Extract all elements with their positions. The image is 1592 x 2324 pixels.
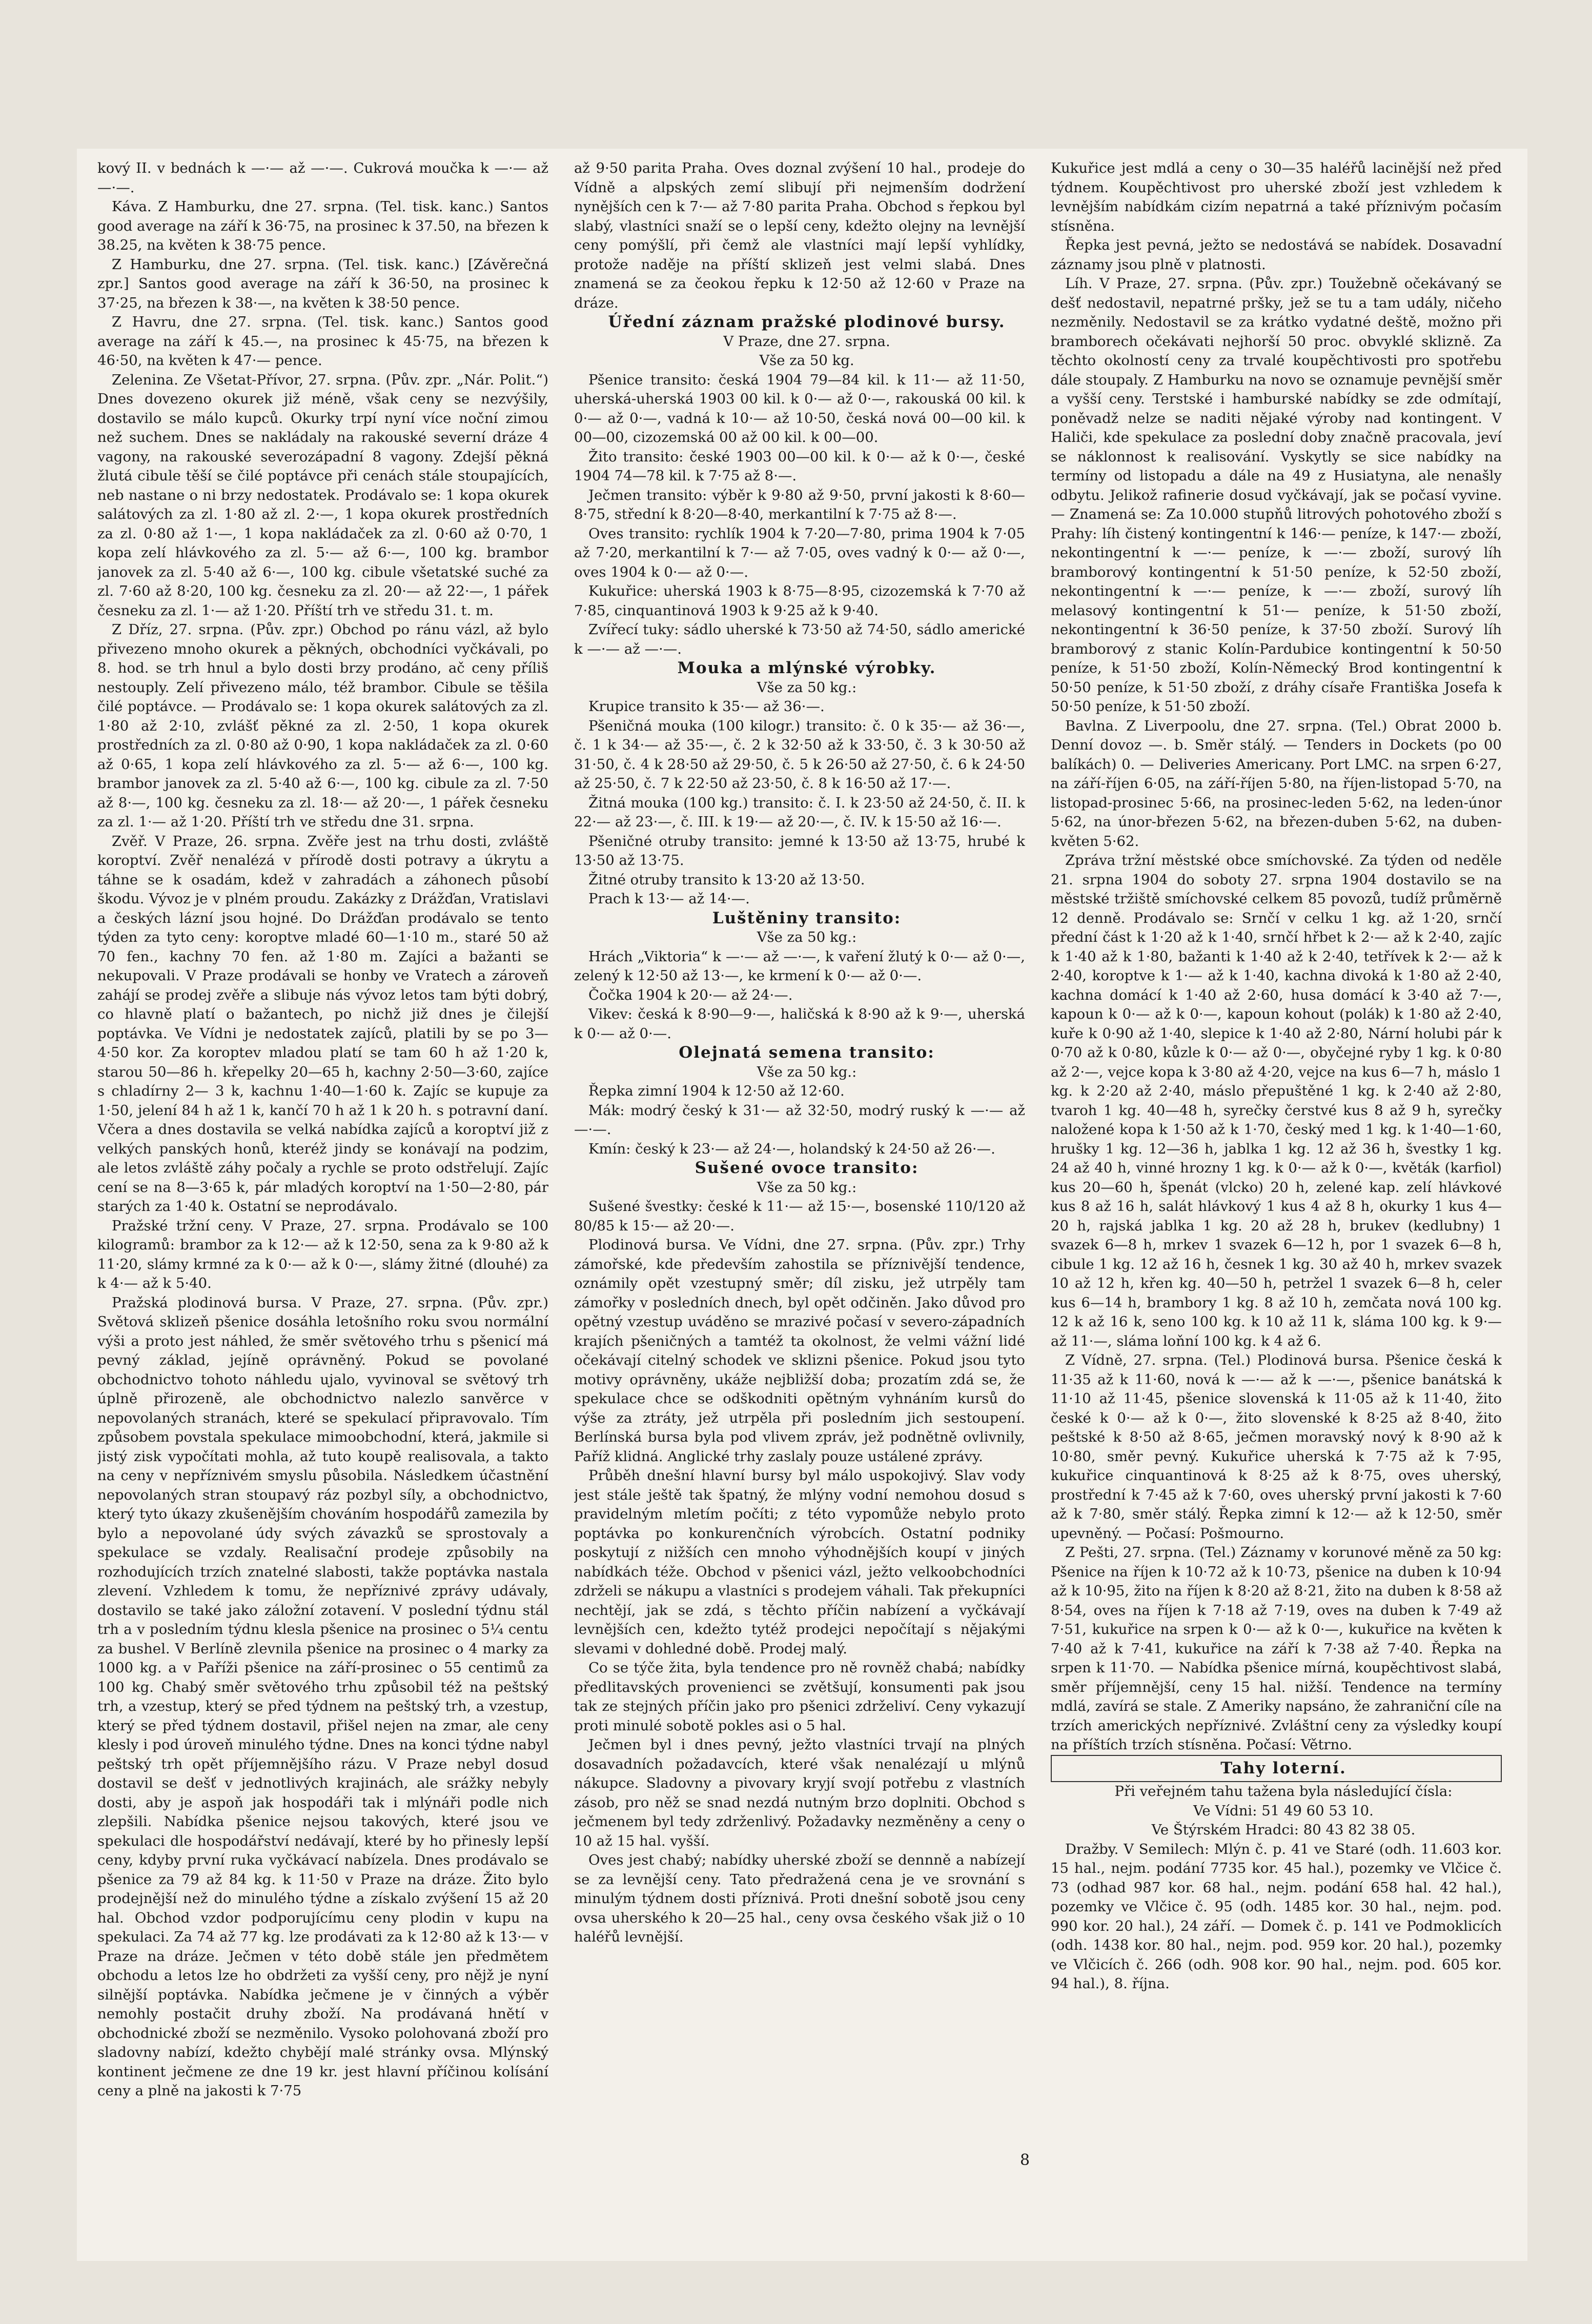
paragraph: Dražby. V Semilech: Mlýn č. p. 41 ve Staré (odh. 11.603 kor. 15 hal., nejm. podání 7735 kor. 45 hal.), pozemky ve Vlčice č. 73 (odhad 987 kor. 68 hal., nejm. podání 658 hal. 42 hal.), pozemky ve Vlčice č. 95 (odh. 1485 kor. 30 hal., nejm. pod. 990 kor. 20 hal.), 24 září. — Domek č. p. 141 ve Podmoklicích (odh. 1438 kor. 80 hal., nejm. pod. 959 kor. 20 hal.), pozemky ve Vlčicích č. 266 (odh. 908 kor. 90 hal., nejm. pod. 605 kor. 94 hal.), 8. října.	[1051, 1841, 1502, 1992]
paragraph: Kukuřice jest mdlá a ceny o 30—35 haléřů lacinější než před týdnem. Koupěchtivost pro uherské zboží jest vzhledem k levnějším nabídkám cizím nepatrná a také příznivým počasím stísněna.	[1051, 160, 1502, 234]
paragraph: Při veřejném tahu tažena byla následující čísla:	[1114, 1783, 1453, 1800]
paragraph: Bavlna. Z Liverpoolu, dne 27. srpna. (Tel.) Obrat 2000 b. Denní dovoz —. b. Směr stálý. — Tenders in Dockets (po 00 balíkách) 0. — Deliveries Americany. Port LMC. na srpen 6·27, na září-říjen 6·05, na září-říjen 5·80, na říjen-listopad 5·70, na listopad-prosinec 5·66, na prosinec-leden 5·62, na leden-únor 5·62, na únor-březen 5·62, na březen-duben 5·62, na duben-květen 5·62.	[1051, 717, 1502, 850]
paragraph: Žitná mouka (100 kg.) transito: č. I. k 23·50 až 24·50, č. II. k 22·— až 23·—, č. III. k 19·— až 20·—, č. IV. k 15·50 až 16·—.	[574, 794, 1025, 830]
newspaper-page	[77, 149, 1527, 2261]
paragraph: Mák: modrý český k 31·— až 32·50, modrý ruský k —·— až —·—.	[574, 1102, 1025, 1138]
paragraph: až 9·50 parita Praha. Oves doznal zvýšení 10 hal., prodeje do Vídně a alpských zemí slibují při nejmenším dodržení nynějších cen k 7·— až 7·80 parita Praha. Obchod s řepkou byl slabý, vlastníci snaží se o lepší ceny, kdežto olejny na levnější ceny pomýšlí, při čemž ale vlastníci mají lepší vyhlídky, protože naděje na příští sklizeň jest velmi slabá. Dnes znamená se za čeokou řepku k 12·50 až 12·60 v Praze na dráze.	[574, 160, 1025, 311]
column-middle	[574, 159, 1025, 2240]
paragraph: Vše za 50 kg.:	[757, 1179, 857, 1196]
paragraph: Zvířecí tuky: sádlo uherské k 73·50 až 74·50, sádlo americké k —·— až —·—.	[574, 621, 1025, 657]
paragraph: Plodinová bursa. Ve Vídni, dne 27. srpna. (Pův. zpr.) Trhy zámořské, kde především zahostila se příznivější tendence, oznámily opět vzestupný směr; díl zisku, jež utrpěly tam zámořky v posledních dnech, byl opět odčiněn. Jako důvod pro opětný vzestup uváděno se mrazivé počasí v severo-západních krajích pšeničných a tamtéž ta okolnost, že velmi vážní lidé očekávají citelný schodek ve sklizni pšenice. Pokud jsou tyto motivy oprávněny, ukáže nejbližší doba; prozatím zdá se, že spekulace chce se odškodniti opětným vyhnáním kursů do výše za ztráty, jež utrpěla při posledním jich sestoupení. Berlínská bursa byla pod vlivem zpráv, jež podnětně ovlivnily, Paříž klidná. Anglické trhy zaslaly pouze ustálené zprávy.	[574, 1237, 1025, 1465]
paragraph: Z Dříz, 27. srpna. (Pův. zpr.) Obchod po ránu vázl, až bylo přivezeno mnoho okurek a pěkných, obchodníci vyčkávali, po 8. hod. se trh hnul a bylo dosti brzy prodáno, ač ceny příliš nestouply. Zelí přivezeno málo, též brambor. Cibule se těšila čilé poptávce. — Prodávalo se: 1 kopa okurek salátových za zl. 1·80 až 2·10, zvlášť pěkné za zl. 2·50, 1 kopa okurek prostředních za zl. 0·80 až 0·90, 1 kopa nakládaček za zl. 0·60 až 0·65, 1 kopa zelí hlávkového za zl. 5·— až 6·—, 100 kg. brambor janovek za zl. 5·40 až 6·—, 100 kg. cibule za zl. 7·50 až 8·—, 100 kg. česneku za zl. 18·— až 20·—, 1 pářek česneku za zl. 1·— až 1·20. Příští trh ve středu dne 31. srpna.	[97, 621, 548, 830]
paragraph: Sušené ovoce transito:	[695, 1159, 919, 1177]
paragraph: Z Vídně, 27. srpna. (Tel.) Plodinová bursa. Pšenice česká k 11·35 až k 11·60, nová k —·— až k —·—, pšenice banátská k 11·10 až 11·45, pšenice slovenská k 11·05 až k 11·40, žito české k 0·— až k 0·—, žito slovenské k 8·25 až 8·40, žito peštské k 8·50 až 8·65, ječmen moravský nový k 8·90 až k 10·80, směr pevný. Kukuřice uherská k 7·75 až k 7·95, kukuřice cinquantinová k 8·25 až k 8·75, oves uherský, prostřední k 7·45 až k 7·60, oves uherský první jakosti k 7·60 až k 7·80, směr stálý. Řepka zimní k 12·— až k 12·50, směr upevněný. — Počasí: Pošmourno.	[1051, 1352, 1502, 1542]
paragraph: Pražská plodinová bursa. V Praze, 27. srpna. (Pův. zpr.) Světová sklizeň pšenice dosáhla letošního roku svou normální výši a proto jest náhled, že směr světového trhu s pšenicí má pevný základ, jejíně oprávněný. Pokud se povolané obchodnictvo tohoto náhledu ujalo, vyvinoval se světový trh úplně přirozeně, ale obchodnictvo nalezlo sanvěrce v nepovolaných stranách, které se spekulací připravovalo. Tím způsobem povstala spekulace mimoobchodní, která, jakmile si jistý zisk vypočítati mohla, až tuto koupě realisovala, a takto na ceny v nepříznivém smyslu působila. Následkem účastnění nepovolaných stran stoupavý ráz pozbyl síly, a obchodnictvo, který tyto úkazy zkušenějším chováním hospodářů zamezila by bylo a nepovolané údy svých závazků se sprostovaly a spekulace se vzdaly. Realisační prodeje způsobily na rozhodujících trzích znatelné slabosti, takže poptávka nastala zlevení. Vzhledem k tomu, že nepříznivé zprávy udávaly, dostavilo se také jako záložní zotavení. V poslední týdnu stál trh a v posledním týdnu klesla pšenice na prosinec o 5¼ centu za bushel. V Berlíně zlevnila pšenice na prosinec o 4 marky za 1000 kg. a v Paříži pšenice na září-prosinec o 55 centimů za 100 kg. Chabý směr světového trhu způsobil též na peštský trh, a vzestup, který se před týdnem na peštský trh, a vzestup, který se před týdnem dostavil, přišel nejen na zmar, ale ceny klesly i pod úroveň minulého týdne. Dnes na konci týdne nabyl peštský trh opět příjemnějšího rázu. V Praze nebyl dosud dostavil se dešť v jednotlivých krajinách, ale srážky nebyly dosti, aby je aspoň jak hospodáři tak i mlýnáři podle nich zlepšili. Nabídka pšenice nejsou takových, které jsou ve spekulaci dle hospodářství nedávají, které by ho přinesly lepší ceny, kdyby první ruka vyčkávací nabízela. Dnes prodávalo se pšenice za 79 až 84 kg. k 11·50 v Praze na dráze. Žito bylo prodejnější než do minulého týdne a získalo zvýšení 15 až 20 hal. Obchod vzdor podporujícímu ceny plodin v kupu na spekulaci. Za 74 až 77 kg. lze prodávati za k 12·80 až k 13·— v Praze na dráze. Ječmen v této době stále jen předmětem obchodu a letos lze ho obdržeti za vyšší ceny, pro nějž je nyní silnější poptávka. Nabídka ječmene je v činných a výběr nemohly postačit druhy zboží. Na prodávaná hnětí v obchodnické zboží se nezměnilo. Vysoko polohovaná zboží pro sladovny nabízí, kdežto chybějí malé stránky ovsa. Mlýnský kontinent ječmene ze dne 19 kr. jest hlavní příčinou kolísání ceny a plně na jakosti k 7·75	[97, 1294, 548, 2099]
paragraph: Pšeničné otruby transito: jemné k 13·50 až 13·75, hrubé k 13·50 až 13·75.	[574, 833, 1025, 868]
paragraph: Pšeničná mouka (100 kilogr.) transito: č. 0 k 35·— až 36·—, č. 1 k 34·— až 35·—, č. 2 k 32·50 až k 33·50, č. 3 k 30·50 až 31·50, č. 4 k 28·50 až 29·50, č. 5 k 26·50 až 27·50, č. 6 k 24·50 až 25·50, č. 7 k 22·50 až 23·50, č. 8 k 16·50 až 17·—.	[574, 717, 1025, 792]
paragraph: V Praze, dne 27. srpna.	[723, 333, 890, 350]
paragraph: Zpráva tržní městské obce smíchovské. Za týden od neděle 21. srpna 1904 do soboty 27. srpna 1904 dostavilo se na městské tržiště smíchovské celkem 85 povozů, tudíž průměrně 12 denně. Prodávalo se: Srnčí v celku 1 kg. až 1·20, srnčí přední část k 1·20 až k 1·40, srnčí hřbet k 2·— až k 2·40, zajíc k 1·40 až k 1·80, bažanti k 1·40 až k 2·40, tetřívek k 2·— až k 2·40, koroptve k 1·— až k 1·40, kachna divoká k 1·80 až 2·40, kachna domácí k 1·40 až 2·60, husa domácí k 3·40 až 7·—, kapoun k 0·— až k 0·—, kapoun kohout (polák) k 1·80 až 2·40, kuře k 0·90 až 1·40, slepice k 1·40 až 2·80, Nární holubi pár k 0·70 až k 0·80, kůzle k 0·— až 0·—, obyčejné ryby 1 kg. k 0·80 až 2·—, vejce kopa k 3·80 až 4·20, vejce na kus 6—7 h, máslo 1 kg. k 2·20 až 2·40, máslo přepuštěné 1 kg. k 2·40 až 2·80, tvaroh 1 kg. 40—48 h, syrečky čerstvé kus 8 až 9 h, syrečky naložené kopa k 1·50 až k 1·70, český med 1 kg. k 1·40—1·60, hrušky 1 kg. 12—36 h, jablka 1 kg. 12 až 36 h, švestky 1 kg. 24 až 40 h, vinné hrozny 1 kg. k 0·— až k 0·—, květák (karfiol) kus 20—60 h, špenát (vlcko) 20 h, zelené kap. zelí hlávkové kus 8 až 16 h, salát hlávkový 1 kus 4 až 8 h, okurky 1 kus 4—20 h, rajská jablka 1 kg. 20 až 28 h, brukev (kedlubny) 1 svazek 6—8 h, mrkev 1 svazek 6—12 h, por 1 svazek 6—8 h, cibule 1 kg. 12 až 16 h, česnek 1 kg. 30 až 40 h, mrkev svazek 10 až 12 h, křen kg. 40—50 h, petržel 1 svazek 6—8 h, celer kus 6—14 h, brambory 1 kg. 8 až 10 h, zemčata nová 100 kg. 12 k až 16 k, seno 100 kg. k 10 až 11 k, sláma 100 kg. k 9·— až 11·—, sláma loňní 100 kg. k 4 až 6.	[1051, 852, 1502, 1349]
paragraph: Oves jest chabý; nabídky uherské zboží se dennně a nabízejí se za levnější ceny. Tato předražená cena je ve srovnání s minulým týdnem dosti příznivá. Proti dnešní sobotě jsou ceny ovsa uherského k 20—25 hal., ceny ovsa českého však již o 10 haléřů levnější.	[574, 1852, 1025, 1945]
paragraph: Vikev: česká k 8·90—9·—, haličská k 8·90 až k 9·—, uherská k 0·— až 0·—.	[574, 1006, 1025, 1042]
column-left	[97, 159, 548, 2240]
paragraph: Žito transito: české 1903 00—00 kil. k 0·— až k 0·—, české 1904 74—78 kil. k 7·75 až 8·—.	[574, 448, 1025, 484]
paragraph: Ječmen byl i dnes pevný, ježto vlastníci trvají na plných dosavadních požadavcích, které však nenalézají u mlýnů nákupce. Sladovny a pivovary kryjí svojí potřebu z vlastních zásob, pro něž se snad nezdá nutným brzo doplniti. Obchod s ječmenem byl tedy zdrženlivý. Požadavky nezměněny a ceny o 10 až 15 hal. vyšší.	[574, 1736, 1025, 1849]
paragraph: Řepka zimní 1904 k 12·50 až 12·60.	[588, 1083, 845, 1099]
paragraph: Vše za 50 kg.:	[757, 929, 857, 945]
paragraph: Pšenice transito: česká 1904 79—84 kil. k 11·— až 11·50, uherská-uherská 1903 00 kil. k 0·— až 0·—, rakouská 00 kil. k 0·— až 0·—, vadná k 10·— až 10·50, česká nová 00—00 kil. k 00—00, cizozemská 00 až 00 kil. k 00—00.	[574, 371, 1025, 446]
paragraph: Z Hamburku, dne 27. srpna. (Tel. tisk. kanc.) [Závěrečná zpr.] Santos good average na září k 36·50, na prosinec k 37·25, na březen k 38·—, na květen k 38·50 pence.	[97, 256, 548, 311]
paragraph: Oves transito: rychlík 1904 k 7·20—7·80, prima 1904 k 7·05 až 7·20, merkantilní k 7·— až 7·05, oves vadný k 0·— až 0·—, oves 1904 k 0·— až 0·—.	[574, 525, 1025, 580]
paragraph: Ve Vídni: 51 49 60 53 10.	[1193, 1802, 1374, 1819]
paragraph: Čočka 1904 k 20·— až 24·—.	[588, 986, 793, 1003]
paragraph: Pražské tržní ceny. V Praze, 27. srpna. Prodávalo se 100 kilogramů: brambor za k 12·— až k 12·50, sena za k 9·80 až k 11·20, slámy krmné za k 0·— až k 0·—, slámy žitné (dlouhé) za k 4·— až k 5·40.	[97, 1217, 548, 1291]
paragraph: Prach k 13·— až 14·—.	[588, 891, 750, 907]
paragraph: Kmín: český k 23·— až 24·—, holandský k 24·50 až 26·—.	[588, 1140, 995, 1157]
paragraph: Zvěř. V Praze, 26. srpna. Zvěře jest na trhu dosti, zvláště koroptví. Zvěř nenalézá v přírodě dosti potravy a úkrytu a táhne se k osadám, kdež v zahradách a záhonech působí škodu. Vývoz je v plném proudu. Zakázky z Drážďan, Vratislavi a českých lázní jsou hojné. Do Drážďan prodávalo se tento týden za tyto ceny: koroptve mladé 60—1·10 m., staré 50 až 70 fen., kachny 70 fen. až 1·80 m. Zajíci a bažanti se nekupovali. V Praze prodávali se honby ve Vratech a zároveň zahájí se prodej zvěře a slibuje nás vývoz letos tam býti dobrý, co hlavně platí o bažantech, po nichž již dnes je čilejší poptávka. Ve Vídni je nedostatek zajíců, platili by se po 3—4·50 kor. Za koroptev mladou platí se tam 60 h až 1·20 k, starou 50—86 h. křepelky 20—65 h, kachny 2·50—3·60, zajíce s chladírny 2— 3 k, kachnu 1·40—1·60 k. Zajíc se kupuje za 1·50, jelení 84 h až 1 k, kančí 70 h až 1 k 20 h. s potravní daní. Včera a dnes dostavila se velká nabídka zajíců a koroptví již z velkých panských honů, kteréž jindy se konávají na podzim, ale letos zvláště záhy počaly a rychle se proto odstřelují. Zajíc cení se na 8—3·65 k, pár mladých koroptví na 1·50—2·80, pár starých za 1·40 k. Ostatní se neprodávalo.	[97, 833, 548, 1215]
paragraph: Zelenina. Ze Všetat-Přívor, 27. srpna. (Pův. zpr. „Nár. Polit.“) Dnes dovezeno okurek již méně, však ceny se nezvýšily, dostavilo se málo kupců. Okurky trpí nyní více noční zimou než suchem. Dnes se nakládaly na rakouské severní dráze 4 vagony, na rakouské severozápadní 8 vagony. Zdejší pěkná žlutá cibule těší se čilé poptávce při cenách stále stoupajících, neb nastane o ni brzy nedostatek. Prodávalo se: 1 kopa okurek salátových za zl. 1·80 až zl. 2·—, 1 kopa okurek prostředních za zl. 0·80 až 1·—, 1 kopa nakládaček za zl. 0·60 až 0·70, 1 kopa zelí hlávkového za zl. 5·— až 6·—, 100 kg. brambor janovek za zl. 5·40 až 6·—, 100 kg. cibule všetatské suché za zl. 7·60 až 8·20, 100 kg. česneku za zl. 20·— až 22·—, 1 pářek česneku za zl. 1·— až 1·20. Příští trh ve středu 31. t. m.	[97, 371, 548, 619]
paragraph: Olejnatá semena transito:	[679, 1043, 935, 1062]
column-right	[1051, 159, 1502, 2240]
paragraph: Sušené švestky: české k 11·— až 15·—, bosenské 110/120 až 80/85 k 15·— až 20·—.	[574, 1198, 1025, 1234]
paragraph: kový II. v bednách k —·— až —·—. Cukrová moučka k —·— až —·—.	[97, 160, 548, 196]
paragraph: Ve Štýrském Hradci: 80 43 82 38 05.	[1151, 1822, 1416, 1838]
paragraph: Z Pešti, 27. srpna. (Tel.) Záznamy v korunové měně za 50 kg: Pšenice na říjen k 10·72 až k 10·73, pšenice na duben k 10·94 až k 10·95, žito na říjen k 8·20 až 8·21, žito na duben k 8·58 až 8·54, oves na říjen k 7·18 až 7·19, oves na duben k 7·49 až 7·51, kukuřice na srpen k 0·— až k 0·—, kukuřice na květen k 7·40 až k 7·41, kukuřice na září k 7·38 až 7·40. Řepka na srpen k 11·70. — Nabídka pšenice mírná, koupěchtivost slabá, směr příjemnější, ceny 15 hal. nižší. Tendence na termíny mdlá, zavírá se stale. Z Ameriky napsáno, že zahraniční cíle na trzích amerických nepříznivé. Zvláštní ceny za výsledky koupí na příštích trzích stísněna. Počasí: Větrno.	[1051, 1544, 1502, 1753]
paragraph: Co se týče žita, byla tendence pro ně rovněž chabá; nabídky předlitavských provenienci se zvětšují, konsumenti pak jsou tak ze stejných příčin jako pro pšenici zdrželiví. Ceny vykazují proti minulé sobotě pokles asi o 5 hal.	[574, 1660, 1025, 1734]
paragraph: Průběh dnešní hlavní bursy byl málo uspokojivý. Slav vody jest stále ještě tak špatný, že mlýny vodní nemohou dosud s pravidelným mletím počíti; z této vypomůže nebylo proto poptávka po konkurenčních výrobcích. Ostatní podniky poskytují z nižších cen mnoho výhodnějších koupí v jiných nabídkách téže. Obchod v pšenici vázl, ježto velkoobchodníci zdrželi se nákupu a vlastníci s prodejem váhali. Tak překupníci nechtějí, jak se zdá, s těchto příčin nabízení a vyčkávají levnějších cen, kdežto tytéž prodejci nepočítají s nějakými slevami v dohledné době. Prodej malý.	[574, 1467, 1025, 1657]
paragraph: Kukuřice: uherská 1903 k 8·75—8·95, cizozemská k 7·70 až 7·85, cinquantinová 1903 k 9·25 až k 9·40.	[574, 583, 1025, 619]
paragraph: Z Havru, dne 27. srpna. (Tel. tisk. kanc.) Santos good average na září k 45.—, na prosinec k 45·75, na březen k 46·50, na květen k 47·— pence.	[97, 314, 548, 369]
paragraph: Hrách „Viktoria“ k —·— až —·—, k vaření žlutý k 0·— až 0·—, zelený k 12·50 až 13·—, ke krmení k 0·— až 0·—.	[574, 948, 1025, 984]
page-number: 8	[1020, 2151, 1030, 2169]
paragraph: Káva. Z Hamburku, dne 27. srpna. (Tel. tisk. kanc.) Santos good average na září k 36·75, na prosinec k 37.50, na březen k 38.25, na květen k 38·75 pence.	[97, 198, 548, 253]
paragraph: Úřední záznam pražské plodinové bursy.	[608, 313, 1006, 331]
paragraph: Ječmen transito: výběr k 9·80 až 9·50, první jakosti k 8·60—8·75, střední k 8·20—8·40, merkantilní k 7·75 až 8·—.	[574, 487, 1025, 522]
paragraph: Luštěniny transito:	[712, 908, 902, 927]
paragraph: Vše za 50 kg.:	[757, 1063, 857, 1080]
paragraph: Vše za 50 kg.	[759, 352, 854, 369]
paragraph: Krupice transito k 35·— až 36·—.	[588, 698, 825, 715]
paragraph: Mouka a mlýnské výrobky.	[677, 659, 936, 677]
paragraph: Tahy loterní.	[1051, 1755, 1502, 1783]
paragraph: Žitné otruby transito k 13·20 až 13·50.	[588, 871, 865, 888]
paragraph: Líh. V Praze, 27. srpna. (Pův. zpr.) Toužebně očekávaný se dešť nedostavil, nepatrné pršky, jež se tu a tam udály, ničeho nezměnily. Nedostavil se za krátko vydatné deště, možno při bramborech očekávati nejhorší 50 proc. obvyklé sklizně. Za těchto okolností ceny za trvalé koupěchtivosti pro spotřebu dále stoupaly. Z Hamburku na novo se oznamuje pevnější směr a vyšší ceny. Terstské i hamburské nabídky se zde odmítají, poněvadž nelze se naditi nějaké výroby nad kontingent. V Haliči, kde spekulace za poslední doby značně pracovala, jeví se náklonnost k realisování. Vyskytly se sice nabídky na termíny od listopadu a dále na 49 z Husiatyna, ale nenašly odbytu. Jelikož rafinerie dosud vyčkávají, jak se počasí vyvine. — Znamená se: Za 10.000 stupňů litrových pohotového zboží s Prahy: líh čistený kontingentní k 146·— peníze, k 147·— zboží, nekontingentní k —·— peníze, k —·— zboží, surový líh bramborový kontingentní k 51·50 peníze, k 52·50 zboží, nekontingentní k —·— peníze, k —·— zboží, surový líh melasový kontingentní k 51·— peníze, k 51·50 zboží, nekontingentní k 36·50 peníze, k 37·50 zboží. Surový líh bramborový z stanic Kolín-Pardubice kontingentní k 50·50 peníze, k 51·50 zboží, Kolín-Německý Brod kontingentní k 50·50 peníze, k 51·50 zboží, z dráhy císaře Františka Josefa k 50·50 peníze, k 51·50 zboží.	[1051, 275, 1502, 715]
paragraph: Vše za 50 kg.:	[757, 679, 857, 696]
paragraph: Řepka jest pevná, ježto se nedostává se nabídek. Dosavadní záznamy jsou plně v platnosti.	[1051, 237, 1502, 273]
